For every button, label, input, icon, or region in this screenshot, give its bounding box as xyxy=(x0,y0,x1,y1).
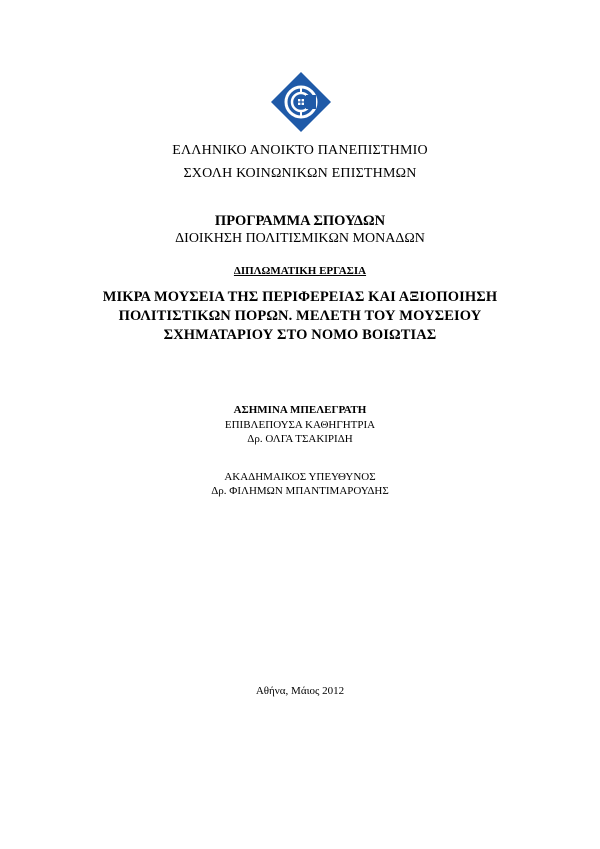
author-name: ΑΣΗΜΙΝΑ ΜΠΕΛΕΓΡΑΤΗ xyxy=(233,404,367,416)
place-and-date: Αθήνα, Μάιος 2012 xyxy=(255,685,345,697)
academic-supervisor-name: Δρ. ΦΙΛΗΜΩΝ ΜΠΑΝΤΙΜΑΡΟΥΔΗΣ xyxy=(211,485,389,497)
document-type: ΔΙΠΛΩΜΑΤΙΚΗ ΕΡΓΑΣΙΑ xyxy=(233,265,367,277)
university-name: ΕΛΛΗΝΙΚΟ ΑΝΟΙΚΤΟ ΠΑΝΕΠΙΣΤΗΜΙΟ xyxy=(172,143,428,158)
supervisor-name: Δρ. ΟΛΓΑ ΤΣΑΚΙΡΙΔΗ xyxy=(247,433,353,445)
school-name: ΣΧΟΛΗ ΚΟΙΝΩΝΙΚΩΝ ΕΠΙΣΤΗΜΩΝ xyxy=(183,166,417,181)
program-title: ΠΡΟΓΡΑΜΜΑ ΣΠΟΥΔΩΝ xyxy=(214,213,386,229)
thesis-title-line-3: ΣΧΗΜΑΤΑΡΙΟΥ ΣΤΟ ΝΟΜΟ ΒΟΙΩΤΙΑΣ xyxy=(163,327,437,343)
academic-supervisor-label: ΑΚΑΔΗΜΑΙΚΟΣ ΥΠΕΥΘΥΝΟΣ xyxy=(224,471,376,483)
thesis-title-line-1: ΜΙΚΡΑ ΜΟΥΣΕΙΑ ΤΗΣ ΠΕΡΙΦΕΡΕΙΑΣ ΚΑΙ ΑΞΙΟΠΟΙΗΣΗ xyxy=(102,289,498,305)
thesis-title-line-2: ΠΟΛΙΤΙΣΤΙΚΩΝ ΠΟΡΩΝ. ΜΕΛΕΤΗ ΤΟΥ ΜΟΥΣΕΙΟΥ xyxy=(118,308,482,324)
supervisor-label: ΕΠΙΒΛΕΠΟΥΣΑ ΚΑΘΗΓΗΤΡΙΑ xyxy=(224,419,376,431)
program-name: ΔΙΟΙΚΗΣΗ ΠΟΛΙΤΙΣΜΙΚΩΝ ΜΟΝΑΔΩΝ xyxy=(175,231,425,246)
university-emblem-icon xyxy=(270,71,332,133)
